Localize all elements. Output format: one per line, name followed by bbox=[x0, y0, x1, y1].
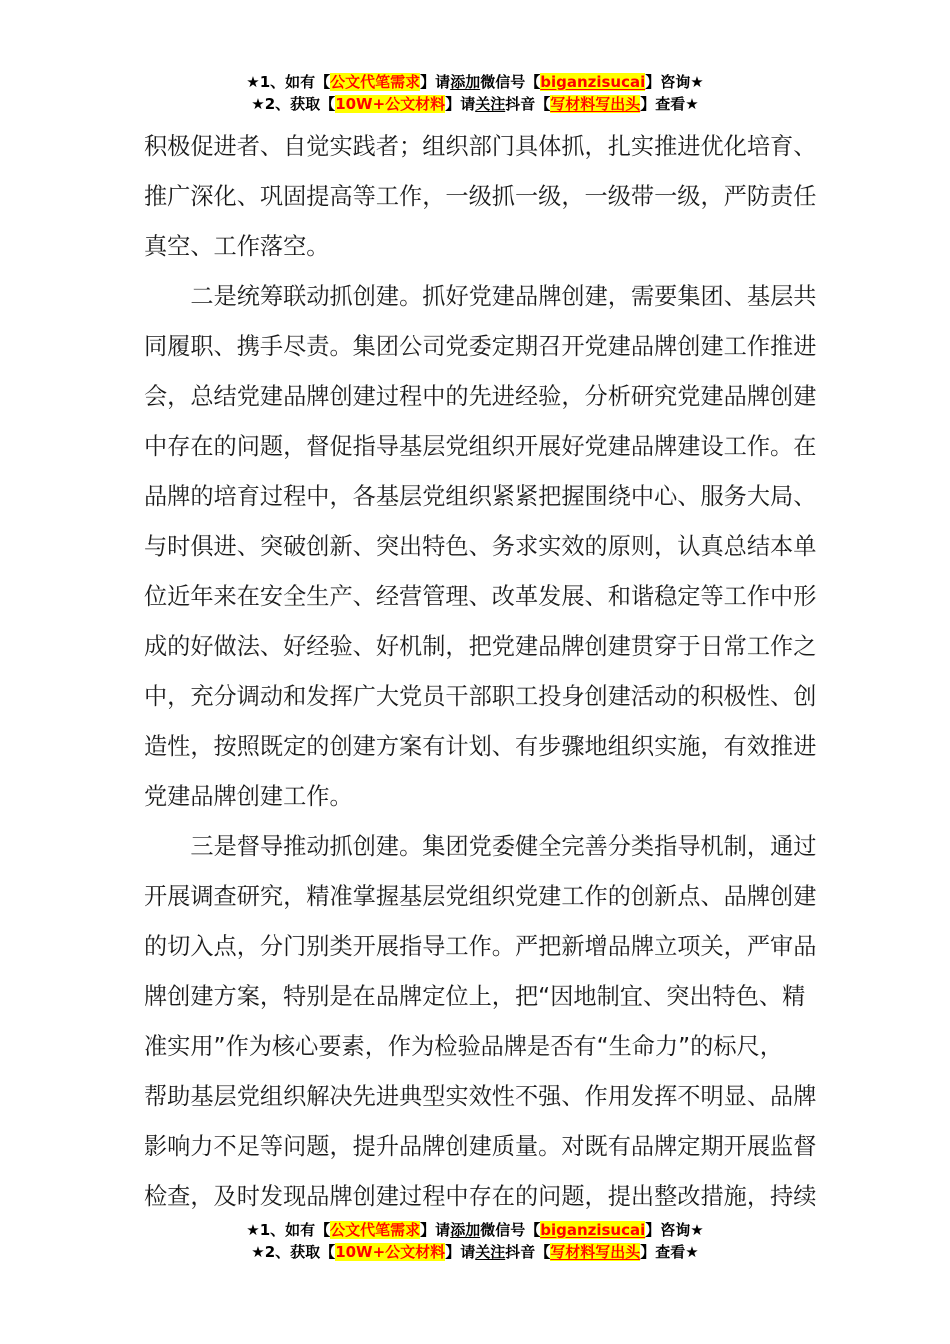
banner-text: 】咨询★ bbox=[645, 73, 704, 91]
wechat-id: biganzisucai bbox=[540, 73, 646, 91]
text-line: 中存在的问题，督促指导基层党组织开展好党建品牌建设工作。在 bbox=[144, 433, 817, 460]
text-line: 的切入点，分门别类开展指导工作。严把新增品牌立项关，严审品 bbox=[144, 933, 817, 960]
text-line: 同履职、携手尽责。集团公司党委定期召开党建品牌创建工作推进 bbox=[144, 333, 817, 360]
banner-text: 】请 bbox=[445, 1243, 476, 1261]
banner-text: ★1、如有【 bbox=[246, 73, 331, 91]
banner-text: ★1、如有【 bbox=[246, 1221, 331, 1239]
banner-line-2 bbox=[0, 93, 950, 115]
banner-text: 】查看★ bbox=[640, 1243, 699, 1261]
banner-text: 】请 bbox=[420, 73, 451, 91]
highlight-ghostwriting-service: 公文代笔需求 bbox=[330, 1221, 421, 1239]
banner-text: 微信号【 bbox=[480, 73, 541, 91]
text-line: 党建品牌创建工作。 bbox=[144, 783, 353, 810]
paragraph bbox=[144, 822, 817, 1222]
banner-text: 】请 bbox=[420, 1221, 451, 1239]
text-line: 造性，按照既定的创建方案有计划、有步骤地组织实施，有效推进 bbox=[144, 733, 817, 760]
underline-add: 添加 bbox=[450, 73, 481, 91]
text-line: 中，充分调动和发挥广大党员干部职工投身创建活动的积极性、创 bbox=[144, 683, 817, 710]
text-line: 积极促进者、自觉实践者；组织部门具体抓，扎实推进优化培育、 bbox=[144, 133, 817, 160]
banner-text: 抖音【 bbox=[505, 95, 551, 113]
text-line: 与时俱进、突破创新、突出特色、务求实效的原则，认真总结本单 bbox=[144, 533, 817, 560]
banner-text: ★2、获取【 bbox=[251, 95, 336, 113]
banner-text: 】查看★ bbox=[640, 95, 699, 113]
banner-text: 抖音【 bbox=[505, 1243, 551, 1261]
text-line: 推广深化、巩固提高等工作，一级抓一级，一级带一级，严防责任 bbox=[144, 183, 817, 210]
header-banner bbox=[0, 71, 950, 115]
text-line: 准实用”作为核心要素，作为检验品牌是否有“生命力”的标尺， bbox=[144, 1033, 783, 1060]
text-line: 检查，及时发现品牌创建过程中存在的问题，提出整改措施，持续 bbox=[144, 1183, 817, 1210]
banner-line-1 bbox=[0, 1219, 950, 1241]
banner-line-1 bbox=[0, 71, 950, 93]
underline-follow: 关注 bbox=[475, 95, 506, 113]
footer-banner bbox=[0, 1219, 950, 1263]
paragraph bbox=[144, 122, 817, 272]
banner-line-2 bbox=[0, 1241, 950, 1263]
text-line: 位近年来在安全生产、经营管理、改革发展、和谐稳定等工作中形 bbox=[144, 583, 817, 610]
text-line: 真空、工作落空。 bbox=[144, 233, 330, 260]
banner-text: 】请 bbox=[445, 95, 476, 113]
highlight-materials: 10W+公文材料 bbox=[335, 1243, 446, 1261]
douyin-account: 写材料写出头 bbox=[550, 1243, 641, 1261]
text-line: 二是统筹联动抓创建。抓好党建品牌创建，需要集团、基层共 bbox=[190, 283, 817, 310]
banner-text: 微信号【 bbox=[480, 1221, 541, 1239]
highlight-ghostwriting-service: 公文代笔需求 bbox=[330, 73, 421, 91]
banner-text: 】咨询★ bbox=[645, 1221, 704, 1239]
wechat-id: biganzisucai bbox=[540, 1221, 646, 1239]
douyin-account: 写材料写出头 bbox=[550, 95, 641, 113]
text-line: 品牌的培育过程中，各基层党组织紧紧把握围绕中心、服务大局、 bbox=[144, 483, 817, 510]
document-body bbox=[144, 122, 817, 1222]
text-line: 三是督导推动抓创建。集团党委健全完善分类指导机制，通过 bbox=[190, 833, 817, 860]
text-line: 牌创建方案，特别是在品牌定位上，把“因地制宜、突出特色、精 bbox=[144, 983, 806, 1010]
text-line: 成的好做法、好经验、好机制，把党建品牌创建贯穿于日常工作之 bbox=[144, 633, 817, 660]
text-line: 开展调查研究，精准掌握基层党组织党建工作的创新点、品牌创建 bbox=[144, 883, 817, 910]
text-line: 影响力不足等问题，提升品牌创建质量。对既有品牌定期开展监督 bbox=[144, 1133, 817, 1160]
underline-follow: 关注 bbox=[475, 1243, 506, 1261]
text-line: 帮助基层党组织解决先进典型实效性不强、作用发挥不明显、品牌 bbox=[144, 1083, 817, 1110]
underline-add: 添加 bbox=[450, 1221, 481, 1239]
paragraph bbox=[144, 272, 817, 822]
text-line: 会，总结党建品牌创建过程中的先进经验，分析研究党建品牌创建 bbox=[144, 383, 817, 410]
highlight-materials: 10W+公文材料 bbox=[335, 95, 446, 113]
banner-text: ★2、获取【 bbox=[251, 1243, 336, 1261]
